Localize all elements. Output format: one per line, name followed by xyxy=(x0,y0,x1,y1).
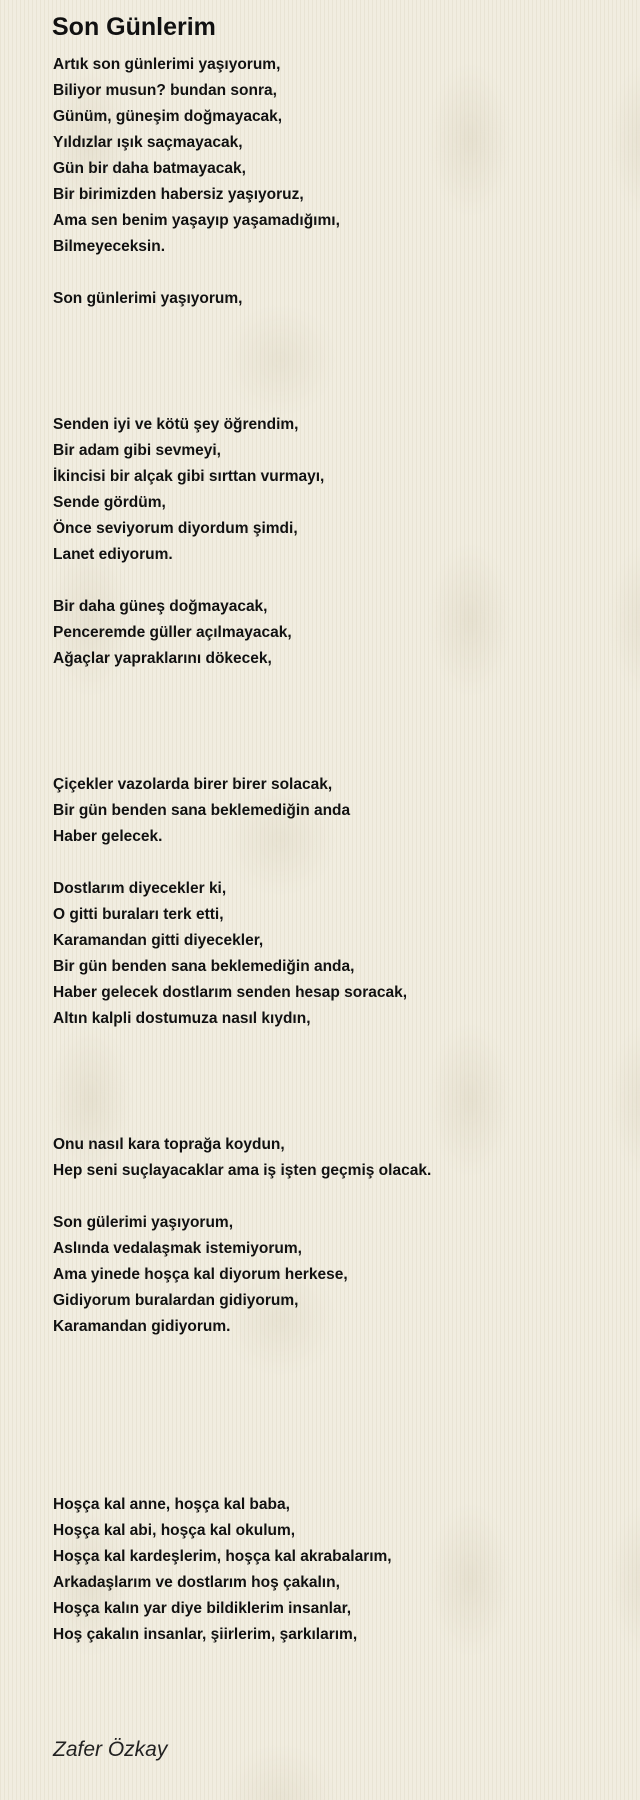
poem-line: Onu nasıl kara toprağa koydun, xyxy=(53,1136,285,1153)
poem-line: Hep seni suçlayacaklar ama iş işten geçmiş olacak. xyxy=(53,1162,432,1179)
stanza xyxy=(53,594,613,672)
poem-line: Son gülerimi yaşıyorum, xyxy=(53,1214,234,1231)
stanza xyxy=(53,1210,613,1340)
poem-line: Bilmeyeceksin. xyxy=(53,238,166,255)
poem-line: Dostlarım diyecekler ki, xyxy=(53,880,227,897)
poem-line: Bir gün benden sana beklemediğin anda, xyxy=(53,958,355,975)
poem-line: Sende gördüm, xyxy=(53,494,166,511)
poem-line: Karamandan gitti diyecekler, xyxy=(53,932,264,949)
poem-line: Senden iyi ve kötü şey öğrendim, xyxy=(53,416,299,433)
poem-line: Aslında vedalaşmak istemiyorum, xyxy=(53,1240,302,1257)
poem-line: Hoşça kal anne, hoşça kal baba, xyxy=(53,1496,290,1513)
poem-line: İkincisi bir alçak gibi sırttan vurmayı, xyxy=(53,468,325,485)
poem-line: Ağaçlar yapraklarını dökecek, xyxy=(53,650,272,667)
poem-line: Hoşça kalın yar diye bildiklerim insanlar, xyxy=(53,1600,352,1617)
poem-line: Ama sen benim yaşayıp yaşamadığımı, xyxy=(53,212,340,229)
poem-line: Hoş çakalın insanlar, şiirlerim, şarkılarım, xyxy=(53,1626,358,1643)
stanza xyxy=(53,52,613,260)
poem-line: O gitti buraları terk etti, xyxy=(53,906,224,923)
poem-line: Haber gelecek. xyxy=(53,828,163,845)
poem-line: Gün bir daha batmayacak, xyxy=(53,160,246,177)
stanza xyxy=(53,1132,613,1184)
poem-line: Bir daha güneş doğmayacak, xyxy=(53,598,268,615)
poem-line: Çiçekler vazolarda birer birer solacak, xyxy=(53,776,333,793)
poem-line: Hoşça kal abi, hoşça kal okulum, xyxy=(53,1522,296,1539)
poem-line: Son günlerimi yaşıyorum, xyxy=(53,290,243,307)
poem-line: Bir gün benden sana beklemediğin anda xyxy=(53,802,351,819)
poem-line: Haber gelecek dostlarım senden hesap soracak, xyxy=(53,984,408,1001)
poem-title: Son Günlerim xyxy=(52,13,216,41)
stanza xyxy=(53,772,613,850)
poem-line: Bir adam gibi sevmeyi, xyxy=(53,442,221,459)
poem-line: Arkadaşlarım ve dostlarım hoş çakalın, xyxy=(53,1574,340,1591)
poem-line: Gidiyorum buralardan gidiyorum, xyxy=(53,1292,299,1309)
poem-body xyxy=(53,52,613,1648)
poem-line: Yıldızlar ışık saçmayacak, xyxy=(53,134,243,151)
poem-line: Günüm, güneşim doğmayacak, xyxy=(53,108,283,125)
poem-line: Önce seviyorum diyordum şimdi, xyxy=(53,520,298,537)
stanza xyxy=(53,412,613,568)
poem-line: Bir birimizden habersiz yaşıyoruz, xyxy=(53,186,304,203)
poem-line: Penceremde güller açılmayacak, xyxy=(53,624,292,641)
stanza xyxy=(53,876,613,1032)
poem-line: Karamandan gidiyorum. xyxy=(53,1318,231,1335)
poem-line: Artık son günlerimi yaşıyorum, xyxy=(53,56,281,73)
stanza xyxy=(53,1492,613,1648)
poem-author: Zafer Özkay xyxy=(53,1738,168,1761)
poem-line: Altın kalpli dostumuza nasıl kıydın, xyxy=(53,1010,311,1027)
poem-line: Hoşça kal kardeşlerim, hoşça kal akrabalarım, xyxy=(53,1548,392,1565)
poem-line: Ama yinede hoşça kal diyorum herkese, xyxy=(53,1266,348,1283)
stanza xyxy=(53,286,613,312)
poem-line: Lanet ediyorum. xyxy=(53,546,173,563)
poem-line: Biliyor musun? bundan sonra, xyxy=(53,82,277,99)
